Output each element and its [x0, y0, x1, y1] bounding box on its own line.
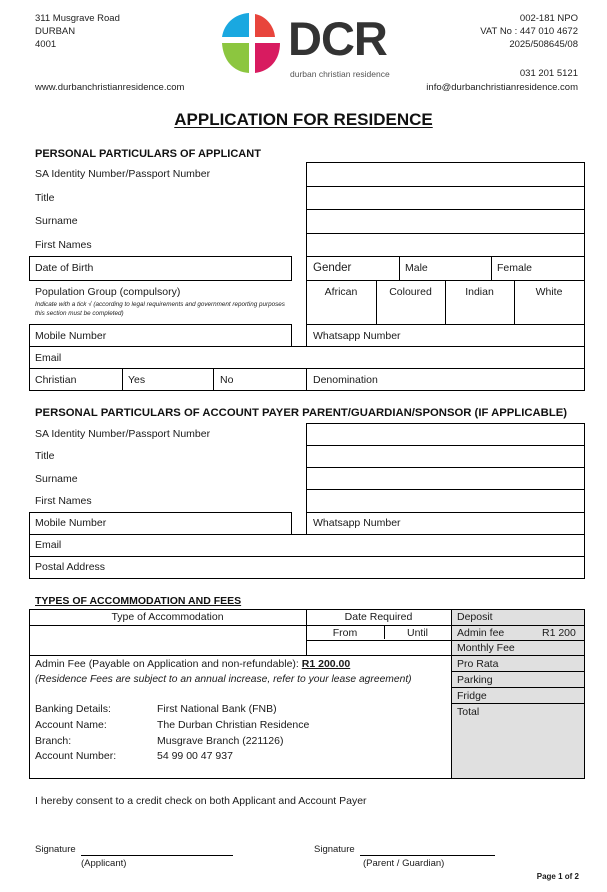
account-number-label: Account Number:: [35, 750, 117, 762]
divider: [306, 368, 307, 390]
applicant-section-heading: PERSONAL PARTICULARS OF APPLICANT: [35, 148, 261, 160]
payer-title-input[interactable]: [306, 445, 585, 468]
deposit-label: Deposit: [457, 611, 493, 623]
applicant-first-names-label: First Names: [35, 239, 92, 251]
population-option-african[interactable]: African: [324, 286, 358, 298]
divider: [29, 368, 585, 369]
total-label: Total: [457, 706, 480, 718]
payer-id-input[interactable]: [306, 423, 585, 446]
banking-details-value: First National Bank (FNB): [157, 703, 277, 715]
pro-rata-label: Pro Rata: [457, 658, 499, 670]
applicant-surname-input[interactable]: [306, 209, 585, 234]
applicant-email-input[interactable]: [29, 346, 585, 369]
payer-postal-address-input[interactable]: [29, 556, 585, 579]
payer-mobile-label: Mobile Number: [35, 517, 107, 529]
parent-signature-line[interactable]: [360, 855, 495, 856]
npo-number: 002-181 NPO: [519, 13, 578, 24]
applicant-title-label: Title: [35, 192, 55, 204]
divider: [122, 368, 123, 390]
divider: [451, 625, 584, 626]
address-block: [35, 12, 120, 51]
payer-whatsapp-label: Whatsapp Number: [313, 517, 401, 529]
applicant-first-names-input[interactable]: [306, 233, 585, 257]
population-group-note: Indicate with a tick √ (according to legal requirements and government reporting purposes this section must be completed): [35, 301, 285, 317]
accommodation-type-input[interactable]: [29, 626, 306, 655]
account-name-label: Account Name:: [35, 719, 107, 731]
title-wrap: [0, 110, 607, 130]
cross-circle-icon: [220, 12, 284, 74]
divider: [584, 368, 585, 390]
gender-male-option[interactable]: Male: [405, 262, 428, 274]
divider: [213, 368, 214, 390]
divider: [29, 390, 585, 391]
page-title: APPLICATION FOR RESIDENCE: [174, 110, 433, 129]
address-line: 311 Musgrave Road: [35, 13, 120, 24]
date-required-header: Date Required: [344, 611, 413, 623]
divider: [451, 703, 584, 704]
christian-yes-option[interactable]: Yes: [128, 374, 146, 386]
population-group-label: Population Group (compulsory): [35, 286, 181, 298]
divider: [29, 368, 30, 390]
population-option-indian[interactable]: Indian: [465, 286, 494, 298]
population-option-coloured[interactable]: Coloured: [389, 286, 432, 298]
christian-label: Christian: [35, 374, 77, 386]
divider: [584, 609, 585, 778]
vat-number: VAT No : 447 010 4672: [480, 26, 578, 37]
page-number: Page 1 of 2: [536, 872, 579, 881]
payer-section-heading: PERSONAL PARTICULARS OF ACCOUNT PAYER PARENT/GUARDIAN/SPONSOR (IF APPLICABLE): [35, 407, 568, 419]
divider: [451, 671, 584, 672]
logo-tagline: durban christian residence: [290, 69, 390, 79]
applicant-id-label: SA Identity Number/Passport Number: [35, 168, 211, 180]
applicant-signature-line[interactable]: [81, 855, 233, 856]
phone-number: 031 201 5121: [519, 68, 578, 79]
admin-fee-note: [35, 658, 350, 670]
website-link[interactable]: www.durbanchristianresidence.com: [35, 82, 185, 93]
payer-title-label: Title: [35, 450, 55, 462]
applicant-email-label: Email: [35, 352, 62, 364]
applicant-surname-label: Surname: [35, 215, 78, 227]
credit-check-consent: I hereby consent to a credit check on both Applicant and Account Payer: [35, 795, 367, 807]
date-required-input[interactable]: [306, 641, 451, 655]
address-line: DURBAN: [35, 26, 76, 37]
divider: [29, 609, 585, 610]
applicant-dob-label: Date of Birth: [35, 262, 94, 274]
banking-details-label: Banking Details:: [35, 703, 111, 715]
divider: [451, 655, 584, 656]
denomination-label: Denomination: [313, 374, 378, 386]
fridge-label: Fridge: [457, 690, 487, 702]
address-line: 4001: [35, 39, 57, 50]
payer-surname-input[interactable]: [306, 467, 585, 490]
payer-email-input[interactable]: [29, 534, 585, 557]
account-name-value: The Durban Christian Residence: [157, 719, 310, 731]
payer-email-label: Email: [35, 539, 62, 551]
admin-fee-label: Admin fee: [457, 627, 505, 639]
applicant-signature-caption: (Applicant): [81, 858, 127, 869]
account-number-value: 54 99 00 47 937: [157, 750, 233, 762]
date-from-label: From: [332, 627, 358, 639]
divider: [29, 655, 451, 656]
divider: [451, 609, 452, 778]
gender-label: Gender: [313, 262, 352, 274]
divider: [491, 256, 492, 281]
parent-signature-caption: (Parent / Guardian): [363, 858, 445, 869]
payer-first-names-input[interactable]: [306, 489, 585, 513]
divider: [399, 256, 400, 281]
applicant-signature-label: Signature: [35, 844, 76, 855]
admin-fee-amount: R1 200.00: [301, 658, 351, 670]
divider: [451, 640, 584, 641]
dcr-logo: [220, 12, 410, 82]
admin-fee-value: R1 200: [542, 627, 576, 639]
divider: [451, 687, 584, 688]
email-link[interactable]: info@durbanchristianresidence.com: [426, 82, 578, 93]
gender-female-option[interactable]: Female: [497, 262, 533, 274]
admin-fee-text: Admin Fee (Payable on Application and non-refundable):: [35, 658, 302, 670]
parent-signature-label: Signature: [314, 844, 355, 855]
payer-id-label: SA Identity Number/Passport Number: [35, 428, 211, 440]
divider: [29, 778, 585, 779]
payer-first-names-label: First Names: [35, 495, 92, 507]
date-until-label: Until: [406, 627, 428, 639]
registration-block: [480, 12, 578, 51]
applicant-mobile-label: Mobile Number: [35, 330, 107, 342]
population-option-white[interactable]: White: [535, 286, 563, 298]
payer-postal-address-label: Postal Address: [35, 561, 106, 573]
applicant-id-input[interactable]: [306, 162, 585, 187]
branch-value: Musgrave Branch (221126): [157, 735, 284, 747]
payer-surname-label: Surname: [35, 473, 78, 485]
applicant-title-input[interactable]: [306, 186, 585, 210]
monthly-fee-label: Monthly Fee: [457, 642, 515, 654]
accommodation-type-header: Type of Accommodation: [111, 611, 224, 623]
christian-no-option[interactable]: No: [220, 374, 234, 386]
parking-label: Parking: [457, 674, 493, 686]
company-reg-number: 2025/508645/08: [509, 39, 578, 50]
branch-label: Branch:: [35, 735, 72, 747]
logo-text: DCR: [288, 12, 387, 65]
fee-increase-note: (Residence Fees are subject to an annual increase, refer to your lease agreement): [35, 674, 412, 685]
applicant-whatsapp-label: Whatsapp Number: [313, 330, 401, 342]
fees-section-heading: TYPES OF ACCOMMODATION AND FEES: [35, 595, 242, 607]
